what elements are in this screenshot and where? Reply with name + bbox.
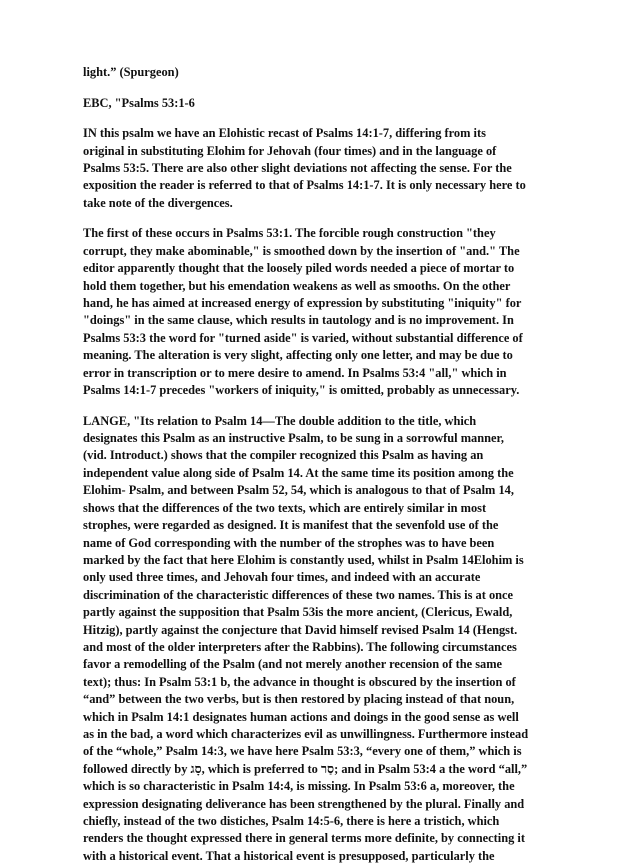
text-line: partly against the supposition that Psalm 53is the more ancient, (Clericus, Ewald,	[83, 605, 513, 620]
text-line: as in the bad, a word which characterizes evil as unwillingness. Furthermore instead	[83, 726, 529, 741]
text-line: shows that the differences of the two texts, which are entirely similar in most	[83, 500, 487, 515]
text-line: take note of the divergences.	[83, 195, 233, 210]
paragraph-ebc-intro	[83, 125, 598, 212]
text-line: expression designating deliverance has been strengthened by the plural. Finally and	[83, 796, 525, 811]
text-line: Psalms 53:3 the word for "turned aside" is varied, without substantial difference of	[83, 330, 523, 345]
text-line: Psalms 14:1-7 precedes "workers of iniquity," is omitted, probably as unnecessary.	[83, 383, 520, 398]
text-line: which is so characteristic in Psalm 14:4, is missing. In Psalm 53:6 a, moreover, the	[83, 779, 515, 794]
text-line: discrimination of the characteristic differences of these two names. This is at once	[83, 587, 514, 602]
text-line: meaning. The alteration is very slight, affecting only one letter, and may be due to	[83, 348, 513, 363]
text-line: exposition the reader is referred to that of Psalms 14:1-7. It is only necessary here to	[83, 178, 526, 193]
text-line: renders the thought expressed there in general terms more definite, by connecting it	[83, 831, 525, 846]
text-line: The first of these occurs in Psalms 53:1. The forcible rough construction "they	[83, 226, 496, 241]
paragraph-spurgeon-attribution	[83, 64, 598, 81]
text-line: and most of the older interpreters after the Rabbins). The following circumstances	[83, 639, 517, 654]
text-line: text); thus: In Psalm 53:1 b, the advance in thought is obscured by the insertion of	[83, 674, 516, 689]
paragraph-ebc-divergences	[83, 225, 598, 399]
text-line: hand, he has aimed at increased energy of expression by substituting "iniquity" for	[83, 296, 522, 311]
text-line: EBC, "Psalms 53:1-6	[83, 95, 195, 110]
text-line: "doings" in the same clause, which results in tautology and is no improvement. In	[83, 313, 514, 328]
text-line: Psalms 53:5. There are also other slight deviations not affecting the sense. For the	[83, 161, 512, 175]
text-line: Elohim- Psalm, and between Psalm 52, 54, which is analogous to that of Psalm 14,	[83, 483, 514, 498]
text-line: editor apparently thought that the loosely piled words needed a piece of mortar to	[83, 261, 515, 276]
text-line: name of God corresponding with the number of the strophes was to have been	[83, 535, 495, 550]
text-line: independent value along side of Psalm 14. At the same time its position among the	[83, 465, 514, 480]
text-line: with a historical event. That a historical event is presupposed, particularly the	[83, 848, 495, 863]
paragraph-ebc-heading	[83, 95, 598, 112]
text-line: followed directly by סָג, which is preferred to סַר; and in Psalm 53:4 a the word “all,”	[83, 761, 528, 776]
text-line: hold them together, but his emendation weakens as well as smooths. On the other	[83, 278, 511, 293]
text-line: “and” between the two verbs, but is then restored by placing instead of that noun,	[83, 692, 515, 707]
text-line: light.” (Spurgeon)	[83, 65, 179, 79]
text-line: corrupt, they make abominable," is smoothed down by the insertion of "and." The	[83, 243, 520, 258]
text-line: original in substituting Elohim for Jehovah (four times) and in the language of	[83, 143, 497, 158]
text-line: Hitzig), partly against the conjecture that David himself revised Psalm 14 (Hengst.	[83, 622, 518, 637]
text-line: chiefly, instead of the two distiches, Psalm 14:5-6, there is here a tristich, which	[83, 814, 500, 828]
text-line: of the “whole,” Psalm 14:3, we have here Psalm 53:3, “every one of them,” which is	[83, 744, 522, 759]
text-line: designates this Psalm as an instructive Psalm, to be sung in a sorrowful manner,	[83, 431, 504, 446]
text-line: only used three times, and Jehovah four times, and indeed with an accurate	[83, 570, 481, 585]
text-line: marked by the fact that here Elohim is constantly used, whilst in Psalm 14Elohim is	[83, 552, 524, 567]
text-line: strophes, were regarded as designed. It is manifest that the sevenfold use of the	[83, 518, 499, 533]
text-line: IN this psalm we have an Elohistic recast of Psalms 14:1-7, differing from its	[83, 126, 486, 141]
text-line: which in Psalm 14:1 designates human actions and doings in the good sense as well	[83, 709, 519, 724]
text-line: error in transcription or to mere desire to amend. In Psalms 53:4 "all," which in	[83, 365, 507, 380]
paragraph-lange-commentary	[83, 413, 598, 865]
text-line: LANGE, "Its relation to Psalm 14—The double addition to the title, which	[83, 413, 477, 428]
text-line: favor a remodelling of the Psalm (and not merely another recension of the same	[83, 657, 503, 672]
text-line: (vid. Introduct.) shows that the compiler recognized this Psalm as having an	[83, 448, 484, 463]
